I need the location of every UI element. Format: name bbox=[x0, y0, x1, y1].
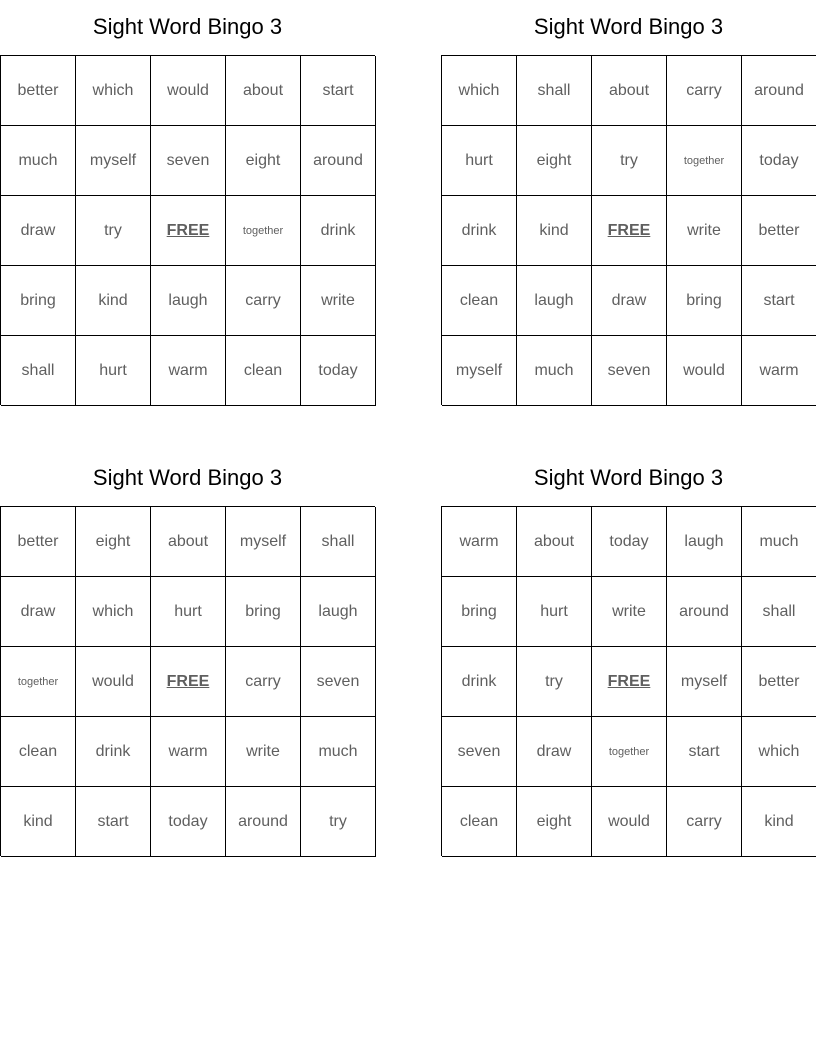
bingo-cell: try bbox=[76, 196, 151, 266]
bingo-cell: myself bbox=[442, 336, 517, 406]
bingo-cell: seven bbox=[442, 717, 517, 787]
bingo-cell: would bbox=[592, 787, 667, 857]
bingo-card bbox=[0, 12, 375, 405]
bingo-grid bbox=[441, 506, 816, 856]
bingo-cell: about bbox=[151, 507, 226, 577]
bingo-cell: much bbox=[742, 507, 816, 577]
card-title: Sight Word Bingo 3 bbox=[92, 465, 283, 490]
bingo-cell: better bbox=[742, 647, 816, 717]
bingo-cell: about bbox=[592, 56, 667, 126]
bingo-cell: carry bbox=[667, 56, 742, 126]
bingo-cell: better bbox=[1, 507, 76, 577]
bingo-cell: draw bbox=[1, 577, 76, 647]
bingo-cell: eight bbox=[517, 787, 592, 857]
bingo-cell: start bbox=[742, 266, 816, 336]
bingo-cell: much bbox=[1, 126, 76, 196]
bingo-cell: myself bbox=[667, 647, 742, 717]
bingo-cell: about bbox=[517, 507, 592, 577]
bingo-cell: which bbox=[76, 577, 151, 647]
bingo-cell: would bbox=[151, 56, 226, 126]
bingo-cell: drink bbox=[76, 717, 151, 787]
bingo-cell: which bbox=[76, 56, 151, 126]
bingo-cell: hurt bbox=[76, 336, 151, 406]
bingo-cell: better bbox=[742, 196, 816, 266]
bingo-cell: together bbox=[226, 196, 301, 266]
bingo-cell: carry bbox=[667, 787, 742, 857]
bingo-cell: try bbox=[517, 647, 592, 717]
bingo-cell: warm bbox=[742, 336, 816, 406]
free-space: FREE bbox=[151, 196, 226, 266]
bingo-cell: laugh bbox=[301, 577, 376, 647]
bingo-cell: seven bbox=[151, 126, 226, 196]
bingo-cell: today bbox=[742, 126, 816, 196]
bingo-cell: laugh bbox=[151, 266, 226, 336]
bingo-cell: shall bbox=[742, 577, 816, 647]
card-title: Sight Word Bingo 3 bbox=[533, 465, 724, 490]
bingo-cell: start bbox=[76, 787, 151, 857]
bingo-cell: clean bbox=[226, 336, 301, 406]
bingo-cell: laugh bbox=[667, 507, 742, 577]
bingo-cell: about bbox=[226, 56, 301, 126]
bingo-cell: myself bbox=[76, 126, 151, 196]
bingo-cell: draw bbox=[592, 266, 667, 336]
bingo-cell: which bbox=[442, 56, 517, 126]
bingo-cell: around bbox=[301, 126, 376, 196]
bingo-cell: drink bbox=[442, 196, 517, 266]
bingo-grid bbox=[441, 55, 816, 405]
bingo-cell: around bbox=[742, 56, 816, 126]
bingo-card bbox=[441, 12, 816, 405]
bingo-cell: around bbox=[226, 787, 301, 857]
bingo-cell: kind bbox=[517, 196, 592, 266]
bingo-cell: kind bbox=[1, 787, 76, 857]
free-space: FREE bbox=[151, 647, 226, 717]
bingo-cell: laugh bbox=[517, 266, 592, 336]
card-title: Sight Word Bingo 3 bbox=[92, 14, 283, 39]
bingo-cell: write bbox=[301, 266, 376, 336]
bingo-cell: write bbox=[226, 717, 301, 787]
bingo-cell: would bbox=[667, 336, 742, 406]
bingo-grid bbox=[0, 506, 375, 856]
bingo-cell: start bbox=[301, 56, 376, 126]
bingo-cell: try bbox=[301, 787, 376, 857]
bingo-card bbox=[441, 463, 816, 856]
bingo-cell: around bbox=[667, 577, 742, 647]
bingo-cell: eight bbox=[517, 126, 592, 196]
bingo-cell: better bbox=[1, 56, 76, 126]
bingo-grid bbox=[0, 55, 375, 405]
free-space: FREE bbox=[592, 196, 667, 266]
bingo-cell: hurt bbox=[151, 577, 226, 647]
card-title: Sight Word Bingo 3 bbox=[533, 14, 724, 39]
bingo-cell: warm bbox=[151, 717, 226, 787]
bingo-cell: together bbox=[1, 647, 76, 717]
bingo-cell: today bbox=[592, 507, 667, 577]
bingo-cell: start bbox=[667, 717, 742, 787]
bingo-cell: clean bbox=[442, 266, 517, 336]
bingo-cell: much bbox=[301, 717, 376, 787]
bingo-cell: carry bbox=[226, 266, 301, 336]
bingo-cell: write bbox=[667, 196, 742, 266]
bingo-cell: together bbox=[667, 126, 742, 196]
bingo-cell: bring bbox=[442, 577, 517, 647]
bingo-cell: clean bbox=[442, 787, 517, 857]
bingo-cell: shall bbox=[517, 56, 592, 126]
bingo-cell: draw bbox=[517, 717, 592, 787]
bingo-cell: shall bbox=[1, 336, 76, 406]
bingo-cell: draw bbox=[1, 196, 76, 266]
bingo-cell: hurt bbox=[517, 577, 592, 647]
bingo-cell: seven bbox=[301, 647, 376, 717]
bingo-cell: today bbox=[151, 787, 226, 857]
bingo-cell: today bbox=[301, 336, 376, 406]
bingo-cell: eight bbox=[226, 126, 301, 196]
bingo-cell: seven bbox=[592, 336, 667, 406]
bingo-cell: myself bbox=[226, 507, 301, 577]
bingo-cell: drink bbox=[442, 647, 517, 717]
bingo-cell: much bbox=[517, 336, 592, 406]
bingo-cell: hurt bbox=[442, 126, 517, 196]
bingo-cell: try bbox=[592, 126, 667, 196]
bingo-cell: which bbox=[742, 717, 816, 787]
bingo-cell: carry bbox=[226, 647, 301, 717]
bingo-cell: kind bbox=[76, 266, 151, 336]
bingo-cell: shall bbox=[301, 507, 376, 577]
bingo-cell: kind bbox=[742, 787, 816, 857]
bingo-cell: bring bbox=[1, 266, 76, 336]
bingo-cell: warm bbox=[442, 507, 517, 577]
bingo-cell: would bbox=[76, 647, 151, 717]
bingo-cell: bring bbox=[226, 577, 301, 647]
bingo-cell: clean bbox=[1, 717, 76, 787]
bingo-card bbox=[0, 463, 375, 856]
bingo-cell: write bbox=[592, 577, 667, 647]
bingo-cell: together bbox=[592, 717, 667, 787]
bingo-cell: eight bbox=[76, 507, 151, 577]
bingo-cell: warm bbox=[151, 336, 226, 406]
bingo-cell: bring bbox=[667, 266, 742, 336]
free-space: FREE bbox=[592, 647, 667, 717]
bingo-cell: drink bbox=[301, 196, 376, 266]
